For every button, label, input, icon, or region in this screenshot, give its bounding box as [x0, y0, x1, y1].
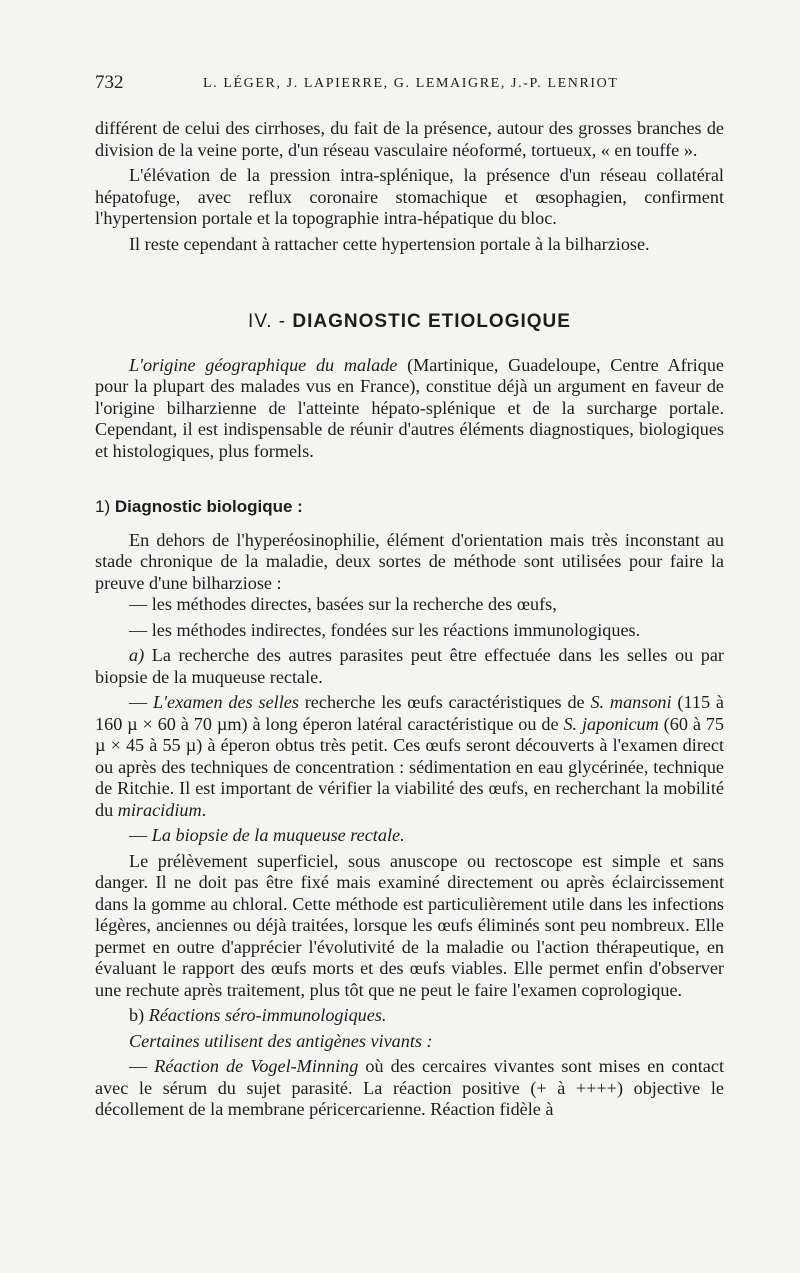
paragraph-examen-selles [95, 692, 724, 821]
section-number: IV. - [248, 311, 287, 332]
dash-3: — [129, 1056, 155, 1076]
paragraph-continuation: différent de celui des cirrhoses, du fait de la présence, autour des grosses branches de division de la veine porte, d'un réseau vasculaire néoformé, tortueux, « en touffe ». [95, 118, 724, 160]
paragraph-methods-intro: En dehors de l'hyperéosinophilie, élément d'orientation mais très inconstant au stade chronique de la maladie, deux sortes de méthode sont utilisées pour faire la preuve d'une bilharziose : [95, 529, 724, 593]
paragraph-prelevement: Le prélèvement superficiel, sous anuscope ou rectoscope est simple et sans danger. Il ne doit pas être fixé mais examiné directement ou après éclaircissement dans la gomme au chloral. Cette méthode est particulièrement utile dans les infections légères, anciennes ou déjà traitées, lorsque les œufs éliminés sont peu nombreux. Elle permet en outre d'apprécier l'évolutivité de la maladie ou l'action thérapeutique, en évaluant le rapport des œufs morts et des œufs viables. Elle permet enfin d'observer une rechute après traitement, plus tôt que ne peut le faire l'examen coprologique. [95, 850, 724, 1000]
biopsie-italic: La biopsie de la muqueuse rectale. [151, 825, 405, 845]
paragraph-b-italic: Réactions séro-immunologiques. [144, 1005, 387, 1025]
examen-text-2: (115 à 160 µ × 60 à 70 µm) à long éperon latéral caractéristique ou de [95, 692, 724, 734]
marker-b: b) [129, 1005, 145, 1025]
subsection-title: Diagnostic biologique : [114, 497, 303, 516]
origine-italic: L'origine géographique du malade [129, 354, 398, 375]
paragraph-b [95, 1005, 724, 1027]
examen-text-3: (60 à 75 µ × 45 à 55 µ) à éperon obtus très petit. Ces œufs seront découverts à l'examen direct ou après des techniques de concentration : sédimentation en eau glycérinée, technique de Ritchie. Il est important de vérifier la viabilité des œufs, en recherchant la mobilité du [95, 713, 724, 820]
paragraph-bilharziose: Il reste cependant à rattacher cette hypertension portale à la bilharziose. [129, 233, 650, 254]
examen-text-4: . [201, 799, 207, 820]
vogel-text: où des cercaires vivantes sont mises en contact avec le sérum du sujet parasité. La réaction positive (+ à ++++) objective le décollement de la membrane péricercarienne. Réaction fidèle à [95, 1056, 725, 1119]
subsection-number: 1) [95, 497, 111, 516]
header-authors: L. LÉGER, J. LAPIERRE, G. LEMAIGRE, J.-P. LENRIOT [203, 76, 619, 91]
page-number: 732 [95, 72, 124, 93]
list-item: — les méthodes directes, basées sur la recherche des œufs, [129, 594, 557, 614]
text-body [95, 118, 724, 1121]
paragraph-biopsie-heading [95, 825, 724, 847]
species-japonicum: S. japonicum [563, 713, 659, 734]
subsection-heading [95, 496, 724, 518]
examen-italic: L'examen des selles [153, 692, 299, 712]
dash-2: — [129, 825, 152, 845]
paragraph-vogel [95, 1056, 724, 1121]
paragraph-pressure: L'élévation de la pression intra-splénique, la présence d'un réseau collatéral hépatofuge, avec reflux coronaire stomachique et œsophagien, confirment l'hypertension portale et la topographie intra-hépatique du bloc. [95, 165, 724, 228]
vogel-italic: Réaction de Vogel-Minning [154, 1056, 359, 1076]
dash-1: — [129, 692, 154, 712]
section-heading [95, 311, 724, 333]
species-mansoni: S. mansoni [590, 692, 672, 712]
paragraph-antigenes: Certaines utilisent des antigènes vivants : [129, 1030, 433, 1051]
paragraph-a [95, 645, 724, 688]
list-item: — les méthodes indirectes, fondées sur les réactions immunologiques. [129, 619, 641, 640]
examen-text-1: recherche les œufs caractéristiques de [298, 692, 591, 712]
paragraph-origine [95, 355, 724, 463]
section-title: DIAGNOSTIC ETIOLOGIQUE [292, 311, 571, 332]
miracidium: miracidium [117, 799, 202, 820]
marker-a: a) [129, 645, 145, 665]
paragraph-a-text: La recherche des autres parasites peut être effectuée dans les selles ou par biopsie de la muqueuse rectale. [95, 645, 724, 687]
origine-text: (Martinique, Guadeloupe, Centre Afrique pour la plupart des malades vus en France), constitue déjà un argument en faveur de l'origine bilharzienne de l'atteinte hépato-splénique et de la surcharge portale. Cependant, il est indispensable de réunir d'autres éléments diagnostiques, biologiques et histologiques, plus formels. [95, 354, 724, 461]
